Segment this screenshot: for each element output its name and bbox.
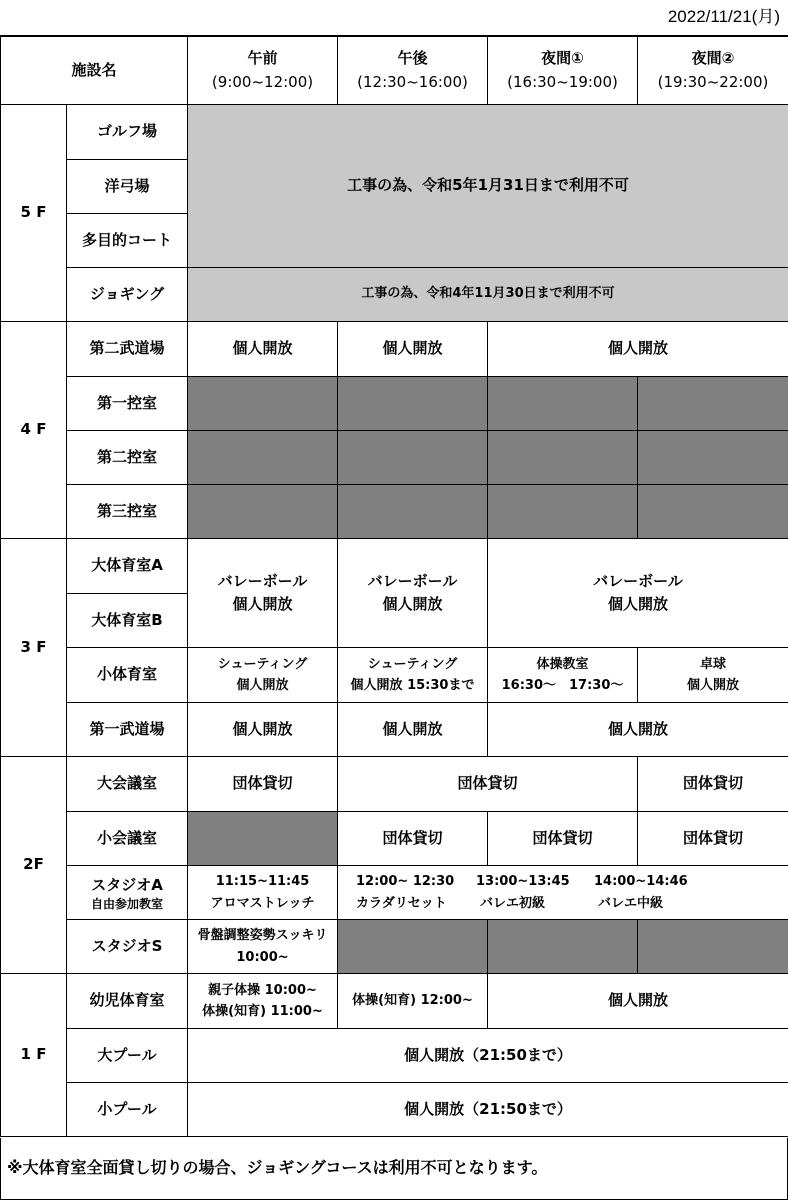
facility-schedule-table	[0, 36, 788, 1137]
studio-a-class-2: 12:00~ 12:30 カラダリセット	[356, 874, 455, 911]
unavailable-cell	[188, 485, 338, 539]
dojo1-morning: 個人開放	[188, 703, 338, 757]
facility-multipurpose-court: 多目的コート	[67, 214, 188, 268]
facility-archery: 洋弓場	[67, 160, 188, 214]
facility-kids-gym: 幼児体育室	[67, 974, 188, 1029]
dojo2-afternoon: 個人開放	[338, 322, 488, 377]
table-row	[1, 866, 788, 920]
table-row	[1, 974, 788, 1029]
kids-gym-afternoon: 体操(知育) 12:00~	[338, 974, 488, 1029]
unavailable-cell	[488, 431, 638, 485]
table-row	[1, 322, 788, 377]
small-room-night2: 団体貸切	[638, 812, 788, 866]
table-row	[1, 431, 788, 485]
header-row	[1, 37, 788, 105]
studio-s-morning: 骨盤調整姿勢スッキリ 10:00~	[188, 920, 338, 974]
small-gym-night2: 卓球 個人開放	[638, 648, 788, 703]
studio-a-class-1: 11:15~11:45 アロマストレッチ	[188, 866, 338, 920]
dojo2-night: 個人開放	[488, 322, 788, 377]
unavailable-cell	[338, 431, 488, 485]
unavailable-cell	[638, 431, 788, 485]
unavailable-cell	[488, 920, 638, 974]
facility-studio-a: スタジオA 自由参加教室	[67, 866, 188, 920]
table-row	[1, 268, 788, 322]
floor-label-1f: 1 F	[1, 974, 67, 1137]
unavailable-cell	[638, 920, 788, 974]
floor-label-2f: 2F	[1, 757, 67, 974]
facility-big-meeting-room: 大会議室	[67, 757, 188, 812]
table-row	[1, 920, 788, 974]
small-room-afternoon: 団体貸切	[338, 812, 488, 866]
slot-header-morning: 午前 (9:00~12:00)	[188, 37, 338, 105]
kids-gym-night: 個人開放	[488, 974, 788, 1029]
facility-golf: ゴルフ場	[67, 105, 188, 160]
studio-a-subtitle: 自由参加教室	[91, 896, 164, 911]
table-row	[1, 1029, 788, 1083]
footer-note: ※大体育室全面貸し切りの場合、ジョギングコースは利用不可となります。	[0, 1138, 788, 1200]
unavailable-cell	[488, 485, 638, 539]
big-pool-all-day: 個人開放（21:50まで）	[188, 1029, 788, 1083]
facility-studio-s: スタジオS	[67, 920, 188, 974]
studio-a-class-3: 13:00~13:45 バレエ初級	[476, 874, 570, 911]
facility-big-pool: 大プール	[67, 1029, 188, 1083]
facility-waiting-room2: 第二控室	[67, 431, 188, 485]
facility-gym-a: 大体育室A	[67, 539, 188, 594]
dojo1-afternoon: 個人開放	[338, 703, 488, 757]
gym-afternoon: バレーボール 個人開放	[338, 539, 488, 648]
dojo1-night: 個人開放	[488, 703, 788, 757]
table-row	[1, 1083, 788, 1137]
dojo2-morning: 個人開放	[188, 322, 338, 377]
table-row	[1, 105, 788, 160]
slot-header-afternoon: 午後 (12:30~16:00)	[338, 37, 488, 105]
unavailable-cell	[188, 377, 338, 431]
small-pool-all-day: 個人開放（21:50まで）	[188, 1083, 788, 1137]
facility-jogging: ジョギング	[67, 268, 188, 322]
unavailable-cell	[338, 485, 488, 539]
schedule-date: 2022/11/21(月)	[0, 0, 788, 36]
facility-header: 施設名	[1, 37, 188, 105]
slot-header-night1: 夜間① (16:30~19:00)	[488, 37, 638, 105]
table-row	[1, 757, 788, 812]
unavailable-cell	[638, 377, 788, 431]
big-room-night2: 団体貸切	[638, 757, 788, 812]
small-gym-morning: シューティング 個人開放	[188, 648, 338, 703]
floor-label-4f: 4 F	[1, 322, 67, 539]
big-room-morning: 団体貸切	[188, 757, 338, 812]
gym-night: バレーボール 個人開放	[488, 539, 788, 648]
table-row	[1, 703, 788, 757]
facility-small-pool: 小プール	[67, 1083, 188, 1137]
unavailable-cell	[488, 377, 638, 431]
facility-dojo2: 第二武道場	[67, 322, 188, 377]
table-row	[1, 377, 788, 431]
closed-notice-jogging: 工事の為、令和4年11月30日まで利用不可	[188, 268, 788, 322]
table-row	[1, 812, 788, 866]
small-gym-night1: 体操教室 16:30～ 17:30～	[488, 648, 638, 703]
closed-notice-5f: 工事の為、令和5年1月31日まで利用不可	[188, 105, 788, 268]
facility-dojo1: 第一武道場	[67, 703, 188, 757]
gym-morning: バレーボール 個人開放	[188, 539, 338, 648]
facility-waiting-room3: 第三控室	[67, 485, 188, 539]
table-row	[1, 485, 788, 539]
studio-a-classes	[338, 866, 788, 920]
facility-small-gym: 小体育室	[67, 648, 188, 703]
floor-label-5f: 5 F	[1, 105, 67, 322]
unavailable-cell	[338, 377, 488, 431]
facility-waiting-room1: 第一控室	[67, 377, 188, 431]
table-row	[1, 539, 788, 594]
slot-header-night2: 夜間② (19:30~22:00)	[638, 37, 788, 105]
kids-gym-morning: 親子体操 10:00~ 体操(知育) 11:00~	[188, 974, 338, 1029]
facility-small-meeting-room: 小会議室	[67, 812, 188, 866]
studio-a-class-4: 14:00~14:46 バレエ中級	[594, 874, 688, 911]
table-row	[1, 648, 788, 703]
floor-label-3f: 3 F	[1, 539, 67, 757]
unavailable-cell	[188, 431, 338, 485]
small-room-night1: 団体貸切	[488, 812, 638, 866]
unavailable-cell	[338, 920, 488, 974]
small-gym-afternoon: シューティング 個人開放 15:30まで	[338, 648, 488, 703]
unavailable-cell	[188, 812, 338, 866]
unavailable-cell	[638, 485, 788, 539]
facility-gym-b: 大体育室B	[67, 594, 188, 648]
big-room-afternoon: 団体貸切	[338, 757, 638, 812]
